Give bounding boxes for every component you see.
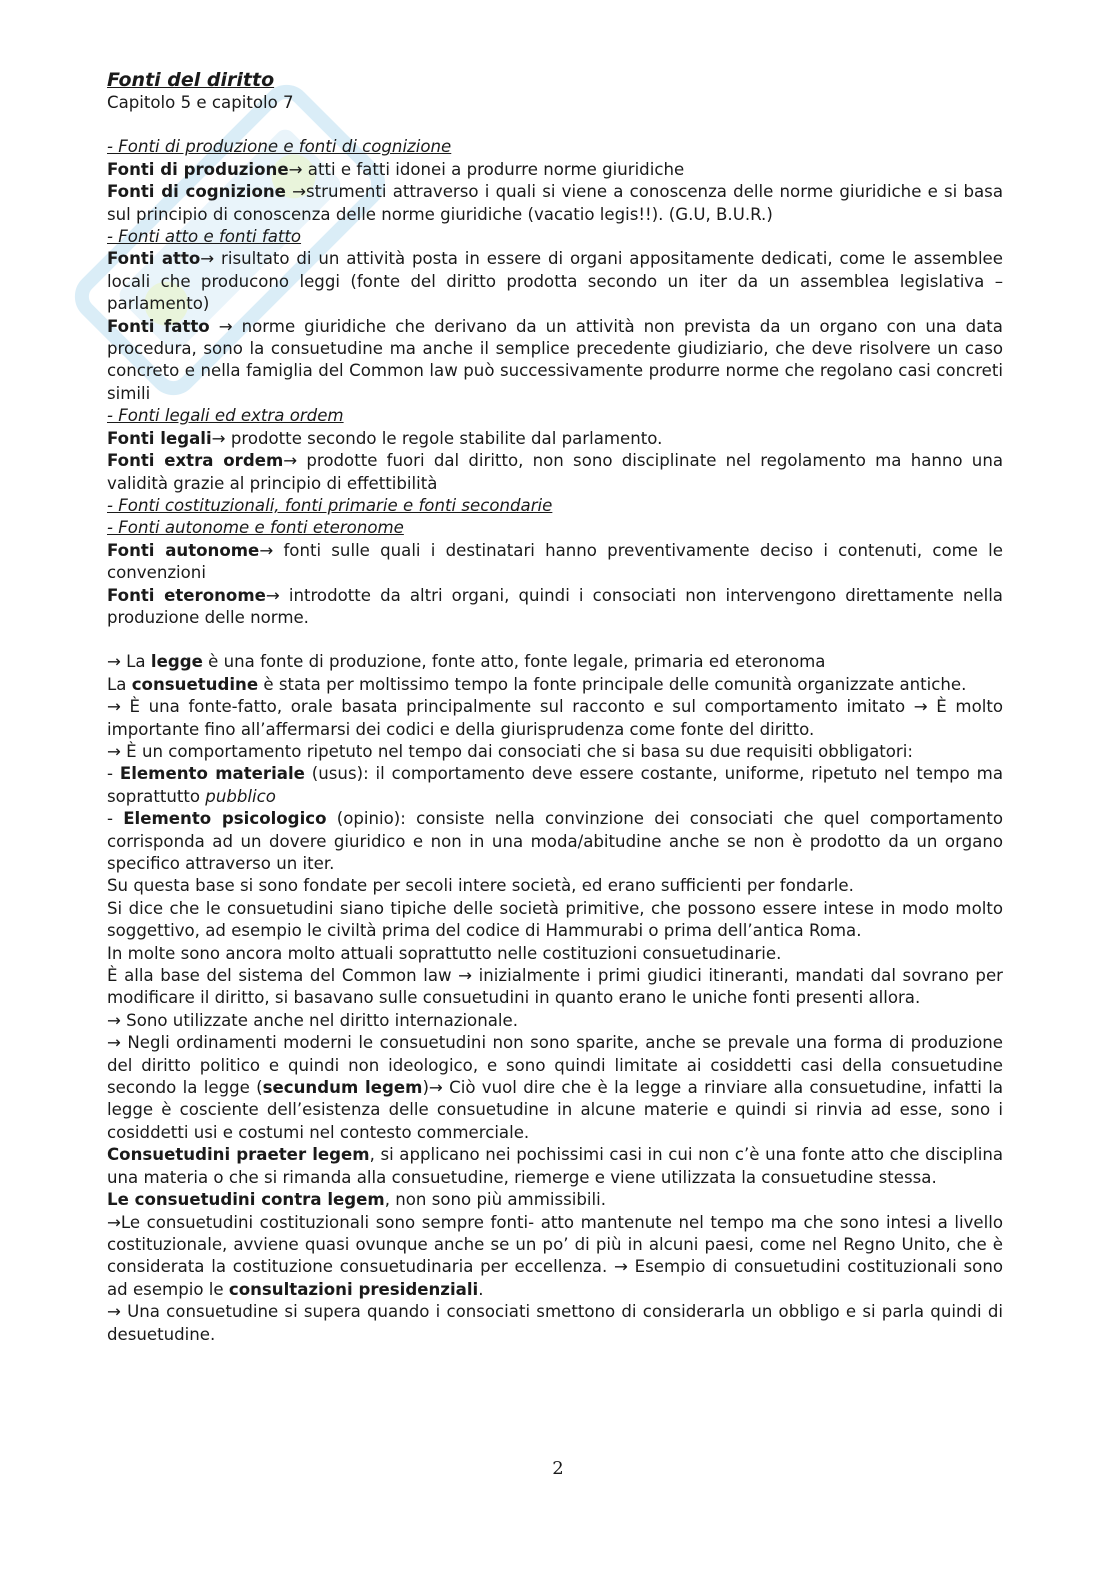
page-number: 2 [552,1458,564,1479]
paragraph: Le consuetudini contra legem, non sono più ammissibili. [107,1190,607,1210]
paragraph: - Elemento psicologico (opinio): consiste nella convinzione dei consociati che quel comportamento corrisponda ad un dovere giuridico e non in una moda/abitudine anche se non è prodotto da un organo specifico attraverso un iter. [107,809,1003,873]
page-title: Fonti del diritto [107,69,275,91]
paragraph: →Le consuetudini costituzionali sono sempre fonti- atto mantenute nel tempo ma che sono intesi a livello costituzionale, avviene quasi ovunque anche se un po’ di più in alcuni paesi, come nel Regno Unito, che è considerata la costituzione consuetudinaria per eccellenza. → Esempio di consuetudini costituzionali sono ad esempio le consultazioni presidenziali. [107,1212,1003,1299]
paragraph: Fonti autonome→ fonti sulle quali i destinatari hanno preventivamente deciso i contenuti, come le convenzioni [107,540,1003,583]
paragraph: Fonti fatto → norme giuridiche che derivano da un attività non prevista da un organo con una data procedura, sono la consuetudine ma anche il semplice precedente giudiziario, che deve risolvere un caso concreto e nella famiglia del Common law può successivamente produrre norme che regolano casi concreti simili [107,316,1003,403]
paragraph: Fonti eteronome→ introdotte da altri organi, quindi i consociati non intervengono direttamente nella produzione delle norme. [107,585,1003,627]
section-heading: - Fonti costituzionali, fonti primarie e fonti secondarie [107,495,553,515]
paragraph: - Elemento materiale (usus): il comportamento deve essere costante, uniforme, ripetuto nel tempo ma soprattutto pubblico [107,764,1004,806]
paragraph: → Una consuetudine si supera quando i consociati smettono di considerarla un obbligo e si parla quindi di desuetudine. [107,1302,1003,1344]
paragraph: Fonti atto→ risultato di un attività posta in essere di organi appositamente dedicati, come le assemblee locali che producono leggi (fonte del diritto prodotta secondo un iter da un assemblea legislativa – parlamento) [107,249,1003,314]
paragraph: È alla base del sistema del Common law → inizialmente i primi giudici itineranti, mandati dal sovrano per modificare il diritto, si basavano sulle consuetudini in quanto erano le uniche fonti presenti allora. [107,966,1003,1008]
paragraph: In molte sono ancora molto attuali soprattutto nelle costituzioni consuetudinarie. [107,943,782,963]
section-heading: - Fonti atto e fonti fatto [107,227,302,247]
paragraph: → Sono utilizzate anche nel diritto internazionale. [107,1010,518,1030]
paragraph: Consuetudini praeter legem, si applicano nei pochissimi casi in cui non c’è una fonte atto che disciplina una materia o che si rimanda alla consuetudine, riemerge e viene utilizzata la consuetudine stessa. [107,1145,1003,1187]
paragraph: → La legge è una fonte di produzione, fonte atto, fonte legale, primaria ed eteronoma [107,652,826,672]
document-page [107,68,1003,1346]
paragraph: → Negli ordinamenti moderni le consuetudini non sono sparite, anche se prevale una forma di produzione del diritto politico e quindi non ideologico, e sono quindi limitate ai cosiddetti casi della consuetudine secondo la legge (secundum legem)→ Ciò vuol dire che è la legge a rinviare alla consuetudine, infatti la legge è cosciente dell’esistenza delle consuetudine in alcune materie e quindi si rinvia ad esse, sono i cosiddetti usi e costumi nel contesto commerciale. [107,1033,1004,1142]
paragraph: Fonti di produzione→ atti e fatti idonei a produrre norme giuridiche [107,159,685,179]
paragraph: Fonti di cognizione →strumenti attraverso i quali si viene a conoscenza delle norme giuridiche e si basa sul principio di conoscenza delle norme giuridiche (vacatio legis!!). (G.U, B.U.R.) [107,182,1003,224]
section-heading: - Fonti autonome e fonti eteronome [107,518,404,538]
paragraph: → È una fonte-fatto, orale basata principalmente sul racconto e sul comportamento imitato → È molto importante fino all’affermarsi dei codici e della giurisprudenza come fonte del diritto. [107,697,1003,739]
page-subtitle: Capitolo 5 e capitolo 7 [107,93,294,112]
paragraph: Su questa base si sono fondate per secoli intere società, ed erano sufficienti per fondarle. [107,876,854,896]
paragraph: La consuetudine è stata per moltissimo tempo la fonte principale delle comunità organizzate antiche. [107,674,967,694]
paragraph: Fonti extra ordem→ prodotte fuori dal diritto, non sono disciplinate nel regolamento ma hanno una validità grazie al principio di effettibilità [107,451,1004,493]
section-heading: - Fonti di produzione e fonti di cognizione [107,137,452,157]
paragraph: → È un comportamento ripetuto nel tempo dai consociati che si basa su due requisiti obbligatori: [107,741,913,761]
section-heading: - Fonti legali ed extra ordem [107,406,344,426]
paragraph: Fonti legali→ prodotte secondo le regole stabilite dal parlamento. [107,428,663,448]
paragraph: Si dice che le consuetudini siano tipiche delle società primitive, che possono essere intese in modo molto soggettivo, ad esempio le civiltà prima del codice di Hammurabi o prima dell’antica Roma. [107,898,1003,941]
